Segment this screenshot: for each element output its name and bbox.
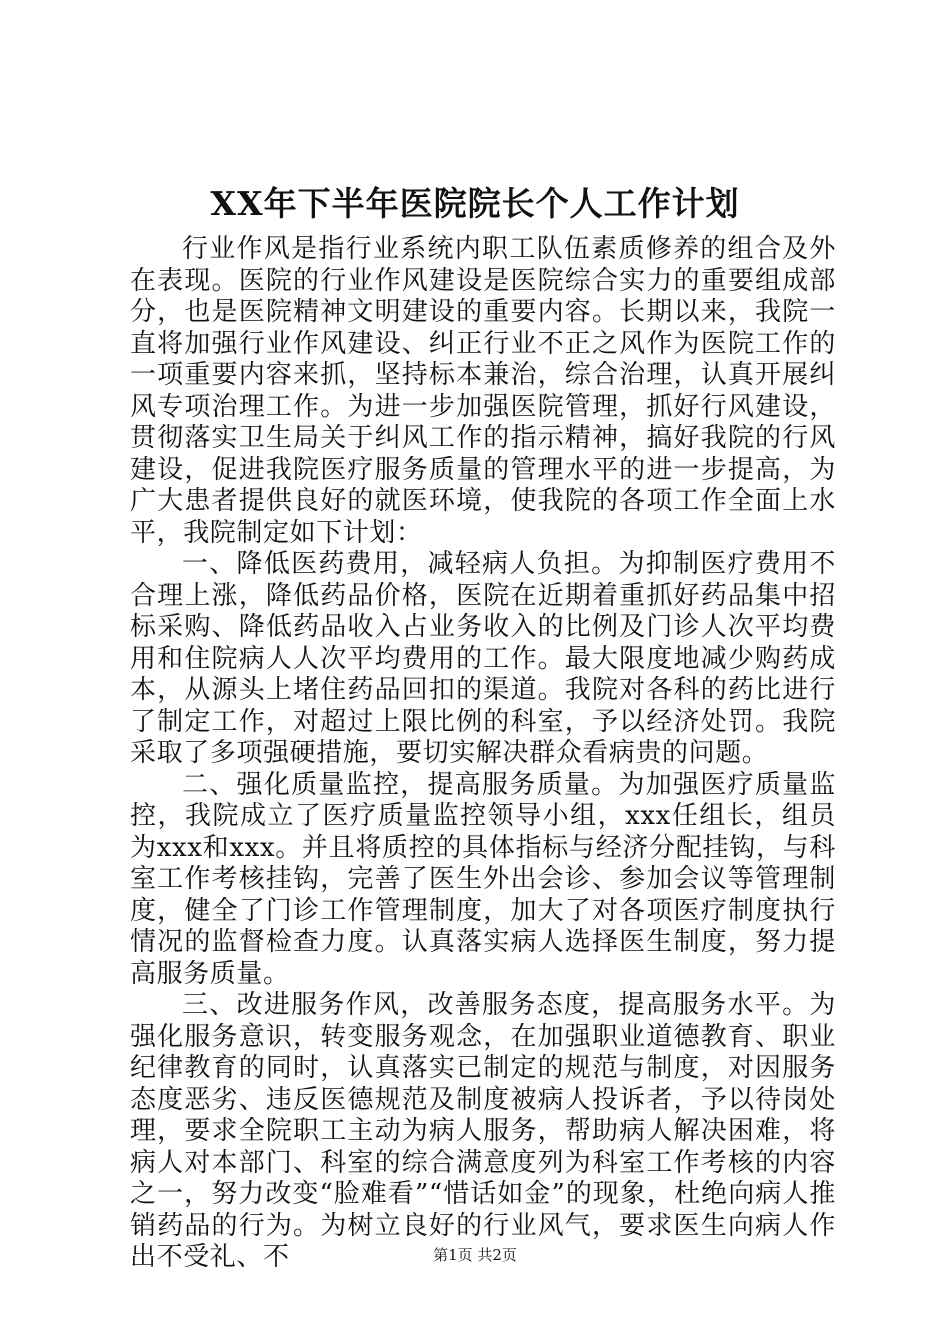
page-number-footer: 第1页 共2页 [433, 1246, 517, 1264]
paragraph-section-3: 三、改进服务作风，改善服务态度，提高服务水平。为强化服务意识，转变服务观念，在加强职业道德教育、职业纪律教育的同时，认真落实已制定的规范与制度，对因服务态度恶劣、违反医德规范及制度被病人投诉者，予以待岗处理，要求全院职工主动为病人服务，帮助病人解决困难，将病人对本部门、科室的综合满意度列为科室工作考核的内容之一，努力改变“脸难看”“惜话如金”的现象，杜绝向病人推销药品的行为。为树立良好的行业风气，要求医生向病人作出不受礼、不 [130, 990, 836, 1272]
paragraph-section-1: 一、降低医药费用，减轻病人负担。为抑制医疗费用不合理上涨，降低药品价格，医院在近期着重抓好药品集中招标采购、降低药品收入占业务收入的比例及门诊人次平均费用和住院病人人次平均费用的工作。最大限度地减少购药成本，从源头上堵住药品回扣的渠道。我院对各科的药比进行了制定工作，对超过上限比例的科室，予以经济处罚。我院采取了多项强硬措施，要切实解决群众看病贵的问题。 [130, 549, 836, 768]
paragraph-section-2: 二、强化质量监控，提高服务质量。为加强医疗质量监控，我院成立了医疗质量监控领导小组，xxx任组长，组员为xxx和xxx。并且将质控的具体指标与经济分配挂钩，与科室工作考核挂钩，完善了医生外出会诊、参加会议等管理制度，健全了门诊工作管理制度，加大了对各项医疗制度执行情况的监督检查力度。认真落实病人选择医生制度，努力提高服务质量。 [130, 769, 836, 989]
paragraph-intro: 行业作风是指行业系统内职工队伍素质修养的组合及外在表现。医院的行业作风建设是医院综合实力的重要组成部分，也是医院精神文明建设的重要内容。长期以来，我院一直将加强行业作风建设、纠正行业不正之风作为医院工作的一项重要内容来抓，坚持标本兼治，综合治理，认真开展纠风专项治理工作。为进一步加强医院管理，抓好行风建设，贯彻落实卫生局关于纠风工作的指示精神，搞好我院的行风建设，促进我院医疗服务质量的管理水平的进一步提高，为广大患者提供良好的就医环境，使我院的各项工作全面上水平，我院制定如下计划： [130, 234, 836, 548]
document-title: XX年下半年医院院长个人工作计划 [210, 184, 740, 223]
document-body [130, 234, 836, 1274]
